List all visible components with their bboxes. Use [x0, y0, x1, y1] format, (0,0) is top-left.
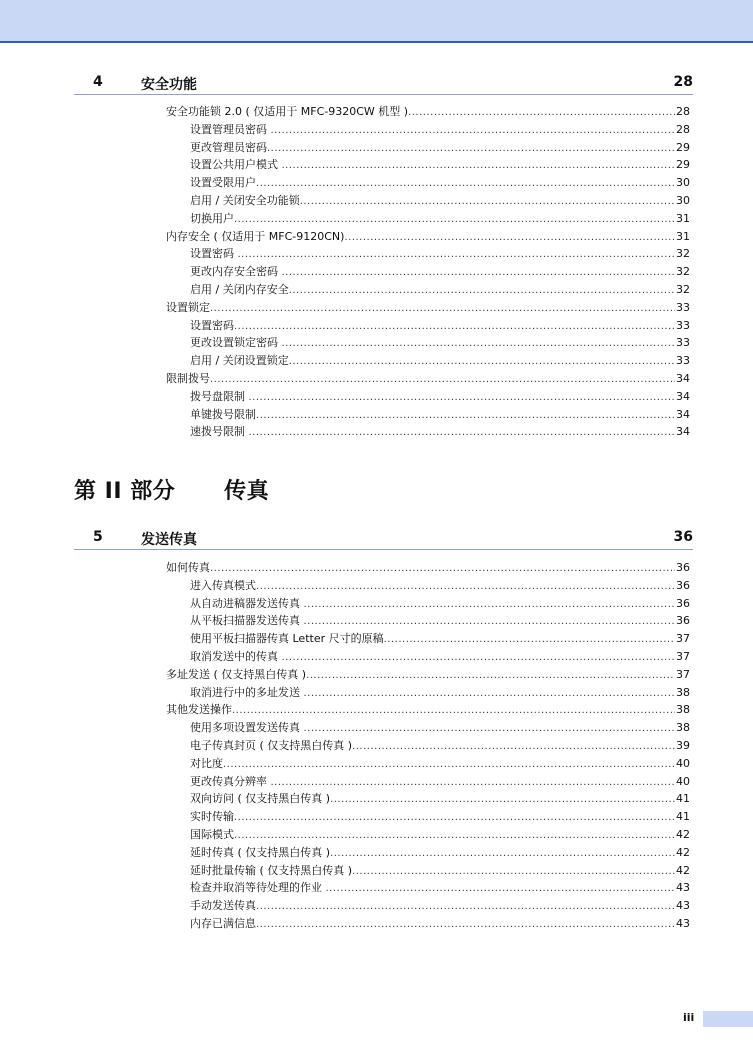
- toc-entry[interactable]: [190, 915, 690, 932]
- toc-entry-page: 36: [676, 578, 690, 592]
- toc-entry-title: 检查并取消等待处理的作业: [190, 881, 326, 895]
- toc-entry-page: 38: [676, 721, 690, 735]
- dot-leader: [304, 613, 676, 630]
- toc-entry-title: 内存安全 ( 仅适用于 MFC-9120CN): [166, 229, 345, 243]
- toc-entry-title: 设置管理员密码: [190, 122, 271, 136]
- toc-entry-title: 更改设置锁定密码: [190, 336, 282, 350]
- dot-leader: [326, 880, 676, 897]
- dot-leader: [210, 300, 675, 317]
- chapter-title: 发送传真: [141, 532, 197, 548]
- toc-entry[interactable]: [190, 156, 690, 173]
- dot-leader: [234, 827, 675, 844]
- dot-leader: [271, 122, 676, 139]
- toc-entry[interactable]: [190, 388, 690, 405]
- dot-leader: [300, 193, 675, 210]
- toc-entry-page: 28: [676, 105, 690, 118]
- toc-entry[interactable]: [166, 559, 690, 576]
- chapter-page: 28: [673, 74, 693, 90]
- dot-leader: [352, 738, 675, 755]
- part-title: 第 II 部分 传真: [74, 479, 270, 504]
- chapter-heading: [74, 74, 693, 95]
- toc-entry-page: 32: [676, 265, 690, 279]
- toc-entry-page: 43: [676, 899, 690, 913]
- dot-leader: [234, 211, 675, 228]
- toc-entry-page: 38: [676, 685, 690, 699]
- toc-entry-page: 32: [676, 283, 690, 296]
- toc-entry-page: 40: [676, 756, 690, 770]
- toc-entry[interactable]: [190, 210, 690, 227]
- toc-entry-title: 延时传真 ( 仅支持黑白传真 ): [190, 845, 331, 859]
- toc-entry-title: 从自动进稿器发送传真: [190, 596, 304, 610]
- toc-entry[interactable]: [190, 719, 690, 736]
- toc-entry[interactable]: [166, 666, 690, 683]
- dot-leader: [223, 756, 675, 773]
- toc-entry-title: 其他发送操作: [166, 703, 232, 717]
- dot-leader: [271, 774, 676, 791]
- toc-entry-page: 30: [676, 176, 690, 190]
- toc-entry-title: 速拨号限制: [190, 425, 249, 439]
- toc-entry[interactable]: [190, 755, 690, 772]
- header-band: [0, 0, 753, 43]
- dot-leader: [234, 809, 675, 826]
- toc-entry-page: 42: [676, 863, 690, 877]
- dot-leader: [330, 791, 675, 808]
- toc-entry[interactable]: [190, 334, 690, 351]
- toc-entry-title: 取消发送中的传真: [190, 650, 282, 663]
- toc-entry-page: 42: [676, 828, 690, 841]
- toc-entry-title: 拨号盘限制: [190, 389, 249, 403]
- toc-entry[interactable]: [190, 245, 690, 262]
- toc-entry[interactable]: [190, 844, 690, 861]
- dot-leader: [352, 863, 675, 880]
- dot-leader: [282, 264, 676, 281]
- toc-entry[interactable]: [190, 423, 690, 440]
- toc-entry-title: 多址发送 ( 仅支持黑白传真 ): [166, 667, 307, 681]
- toc-entry[interactable]: [190, 684, 690, 701]
- toc-entry-page: 41: [676, 792, 690, 806]
- toc-entry-page: 41: [676, 810, 690, 824]
- dot-leader: [289, 282, 675, 299]
- dot-leader: [304, 685, 676, 702]
- toc-entry[interactable]: [190, 897, 690, 914]
- dot-leader: [282, 649, 676, 666]
- toc-entry[interactable]: [190, 317, 690, 334]
- toc-entry[interactable]: [190, 790, 690, 807]
- toc-entry-page: 36: [676, 596, 690, 610]
- toc-entry-page: 31: [676, 211, 690, 225]
- dot-leader: [304, 720, 676, 737]
- page-number: iii: [683, 1011, 695, 1024]
- dot-leader: [238, 246, 676, 263]
- toc-entry-page: 36: [676, 614, 690, 628]
- toc-entry[interactable]: [166, 228, 690, 245]
- toc-entry[interactable]: [166, 103, 690, 120]
- toc-entry-title: 延时批量传输 ( 仅支持黑白传真 ): [190, 863, 353, 877]
- toc-entry[interactable]: [190, 826, 690, 843]
- toc-entry-title: 内存已满信息: [190, 917, 256, 930]
- dot-leader: [249, 424, 676, 441]
- toc-entry[interactable]: [190, 648, 690, 665]
- toc-entry-page: 37: [676, 632, 690, 646]
- toc-entry-title: 实时传输: [190, 810, 234, 824]
- toc-entry-title: 启用 / 关闭安全功能锁: [190, 194, 300, 207]
- chapter-number: 4: [93, 74, 103, 90]
- toc-entry-title: 设置公共用户模式: [190, 158, 282, 172]
- toc-entry-title: 电子传真封页 ( 仅支持黑白传真 ): [190, 739, 353, 752]
- toc-entry-title: 对比度: [190, 756, 223, 770]
- toc-entry[interactable]: [190, 577, 690, 594]
- toc-entry[interactable]: [190, 595, 690, 612]
- toc-entry-title: 设置密码: [190, 247, 238, 261]
- dot-leader: [256, 916, 675, 933]
- toc-entry-title: 手动发送传真: [190, 899, 256, 913]
- toc-entry-title: 使用平板扫描器传真 Letter 尺寸的原稿: [190, 632, 384, 646]
- toc-entry-title: 双向访问 ( 仅支持黑白传真 ): [190, 792, 331, 806]
- chapter-number: 5: [93, 529, 103, 545]
- toc-entry[interactable]: [166, 370, 690, 387]
- toc-entry-page: 43: [676, 917, 690, 930]
- dot-leader: [232, 702, 675, 719]
- toc-entry-page: 29: [676, 158, 690, 172]
- toc-entry[interactable]: [166, 701, 690, 718]
- toc-entry-title: 启用 / 关闭内存安全: [190, 283, 289, 296]
- toc-entry-title: 启用 / 关闭设置锁定: [190, 354, 289, 368]
- dot-leader: [289, 353, 675, 370]
- dot-leader: [306, 667, 675, 684]
- dot-leader: [304, 596, 676, 613]
- toc-entry[interactable]: [190, 174, 690, 191]
- chapter-page: 36: [673, 529, 693, 545]
- toc-entry[interactable]: [190, 612, 690, 629]
- toc-entry[interactable]: [190, 737, 690, 754]
- toc-entry-page: 34: [676, 372, 690, 385]
- chapter-title: 安全功能: [141, 77, 197, 93]
- dot-leader: [249, 389, 676, 406]
- toc-entry-page: 37: [676, 650, 690, 663]
- toc-entry-page: 34: [676, 389, 690, 403]
- toc-entry-page: 32: [676, 247, 690, 261]
- dot-leader: [256, 175, 675, 192]
- toc-entry[interactable]: [190, 281, 690, 298]
- page-tab: [703, 1011, 753, 1027]
- toc-entry[interactable]: [190, 773, 690, 790]
- toc-entry-page: 33: [676, 336, 690, 350]
- toc-entry-title: 取消进行中的多址发送: [190, 685, 304, 699]
- toc-entry[interactable]: [190, 406, 690, 423]
- toc-entry-page: 33: [676, 300, 690, 314]
- toc-entry[interactable]: [190, 352, 690, 369]
- dot-leader: [234, 318, 675, 335]
- toc-entry-page: 40: [676, 774, 690, 788]
- dot-leader: [408, 104, 675, 121]
- toc-entry[interactable]: [190, 879, 690, 896]
- toc-entry-title: 如何传真: [166, 561, 210, 574]
- dot-leader: [210, 560, 675, 577]
- dot-leader: [330, 845, 675, 862]
- dot-leader: [267, 140, 675, 157]
- toc-entry-page: 29: [676, 140, 690, 154]
- dot-leader: [282, 335, 676, 352]
- toc-entry-page: 34: [676, 425, 690, 439]
- toc-entry-title: 单键拨号限制: [190, 407, 256, 421]
- dot-leader: [344, 229, 675, 246]
- dot-leader: [210, 371, 675, 388]
- toc-entry-title: 设置密码: [190, 318, 234, 332]
- toc-entry-title: 进入传真模式: [190, 578, 256, 592]
- toc-entry-page: 43: [676, 881, 690, 895]
- toc-entry-page: 38: [676, 703, 690, 717]
- toc-entry-page: 42: [676, 845, 690, 859]
- toc-entry-title: 从平板扫描器发送传真: [190, 614, 304, 628]
- chapter-heading: [74, 529, 693, 550]
- toc-entry-title: 安全功能锁 2.0 ( 仅适用于 MFC-9320CW 机型 ): [166, 105, 409, 118]
- toc-entry-page: 33: [676, 318, 690, 332]
- toc-entry-page: 37: [676, 667, 690, 681]
- toc-entry-page: 31: [676, 229, 690, 243]
- toc-entry-title: 限制拨号: [166, 372, 210, 385]
- toc-entry[interactable]: [190, 263, 690, 280]
- toc-entry-page: 28: [676, 122, 690, 136]
- dot-leader: [256, 898, 675, 915]
- toc-entry[interactable]: [190, 862, 690, 879]
- toc-entry[interactable]: [166, 299, 690, 316]
- toc-entry-page: 36: [676, 561, 690, 574]
- toc-entry-title: 更改传真分辨率: [190, 774, 271, 788]
- dot-leader: [282, 157, 676, 174]
- toc-entry[interactable]: [190, 139, 690, 156]
- toc-entry-title: 更改内存安全密码: [190, 265, 282, 279]
- dot-leader: [256, 578, 675, 595]
- toc-entry-page: 30: [676, 194, 690, 207]
- toc-entry-page: 39: [676, 739, 690, 752]
- toc-entry-title: 更改管理员密码: [190, 140, 267, 154]
- toc-entry-title: 切换用户: [190, 211, 234, 225]
- toc-entry-page: 34: [676, 407, 690, 421]
- dot-leader: [384, 631, 675, 648]
- toc-entry-page: 33: [676, 354, 690, 368]
- toc-entry[interactable]: [190, 808, 690, 825]
- toc-entry-title: 使用多项设置发送传真: [190, 721, 304, 735]
- toc-entry[interactable]: [190, 192, 690, 209]
- toc-entry-title: 设置锁定: [166, 300, 210, 314]
- dot-leader: [256, 407, 675, 424]
- toc-entry-title: 设置受限用户: [190, 176, 256, 190]
- toc-entry[interactable]: [190, 630, 690, 647]
- toc-entry[interactable]: [190, 121, 690, 138]
- toc-entry-title: 国际模式: [190, 828, 234, 841]
